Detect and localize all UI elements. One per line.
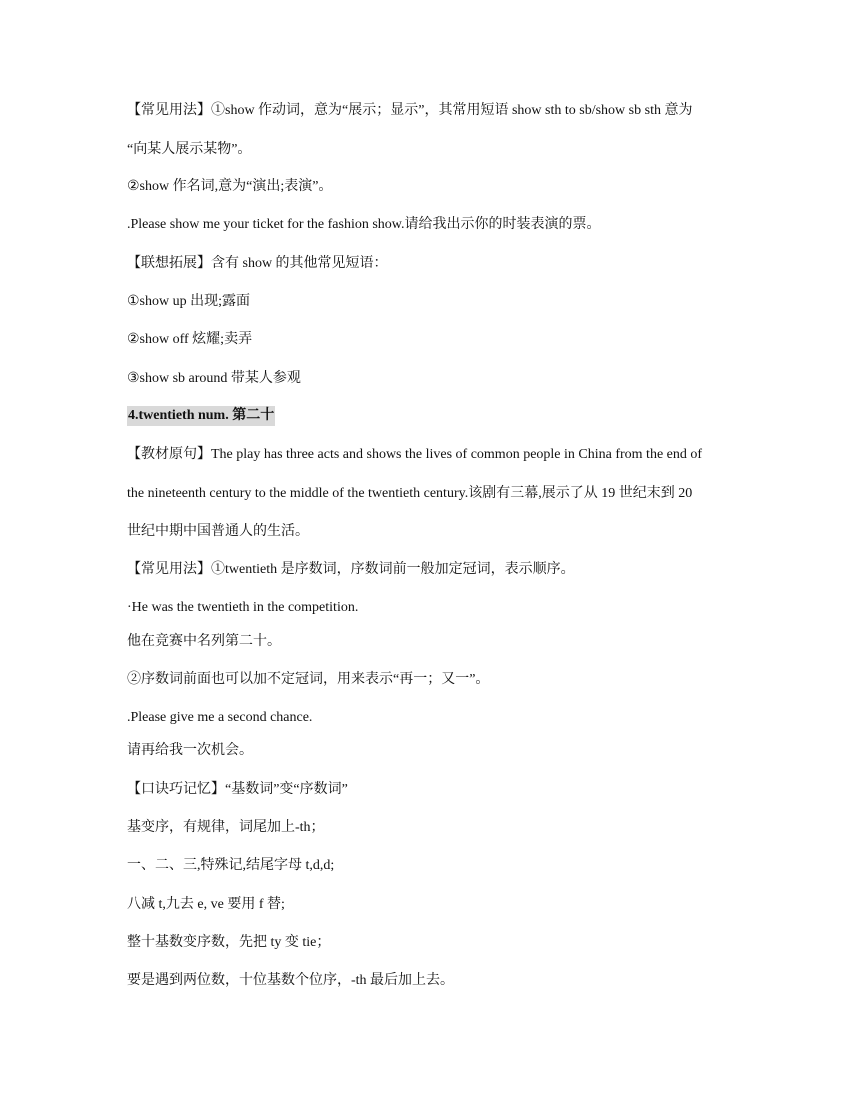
usage-twentieth-ordinal: 【常见用法】①twentieth 是序数词，序数词前一般加定冠词，表示顺序。 bbox=[127, 562, 575, 577]
example-twentieth-en: ·He was the twentieth in the competition. bbox=[127, 600, 359, 615]
textbook-sentence-3: 世纪中期中国普通人的生活。 bbox=[127, 524, 309, 539]
mnemonic-line-4: 整十基数变序数，先把 ty 变 tie； bbox=[127, 935, 331, 950]
mnemonic-line-3: 八减 t,九去 e, ve 要用 f 替; bbox=[127, 897, 285, 912]
example-second-chance-en: .Please give me a second chance. bbox=[127, 710, 313, 725]
phrase-show-around: ③show sb around 带某人参观 bbox=[127, 371, 301, 386]
textbook-sentence-2: the nineteenth century to the middle of the twentieth century.该剧有三幕,展示了从 19 世纪末到 20 bbox=[127, 486, 693, 501]
mnemonic-line-2: 一、二、三,特殊记,结尾字母 t,d,d; bbox=[127, 858, 335, 873]
usage-show-verb-meaning: “向某人展示某物”。 bbox=[127, 142, 252, 157]
usage-indefinite-article: ②序数词前面也可以加不定冠词，用来表示“再一；又一”。 bbox=[127, 672, 490, 687]
section-heading-twentieth: 4.twentieth num. 第二十 bbox=[127, 406, 275, 426]
usage-show-verb: 【常见用法】①show 作动词，意为“展示；显示”，其常用短语 show sth to sb/show sb sth 意为 bbox=[127, 103, 693, 118]
example-show-ticket: .Please show me your ticket for the fashion show.请给我出示你的时装表演的票。 bbox=[127, 217, 601, 232]
example-twentieth-zh: 他在竞赛中名列第二十。 bbox=[127, 634, 281, 649]
textbook-sentence-1: 【教材原句】The play has three acts and shows the lives of common people in China from the end of bbox=[127, 447, 703, 462]
phrase-show-up: ①show up 出现;露面 bbox=[127, 294, 250, 309]
mnemonic-heading: 【口诀巧记忆】“基数词”变“序数词” bbox=[127, 782, 348, 797]
mnemonic-line-1: 基变序，有规律，词尾加上-th； bbox=[127, 820, 325, 835]
extension-heading: 【联想拓展】含有 show 的其他常见短语： bbox=[127, 256, 388, 271]
phrase-show-off: ②show off 炫耀;卖弄 bbox=[127, 332, 253, 347]
mnemonic-line-5: 要是遇到两位数，十位基数个位序，-th 最后加上去。 bbox=[127, 973, 455, 988]
example-second-chance-zh: 请再给我一次机会。 bbox=[127, 743, 253, 758]
usage-show-noun: ②show 作名词,意为“演出;表演”。 bbox=[127, 179, 333, 194]
